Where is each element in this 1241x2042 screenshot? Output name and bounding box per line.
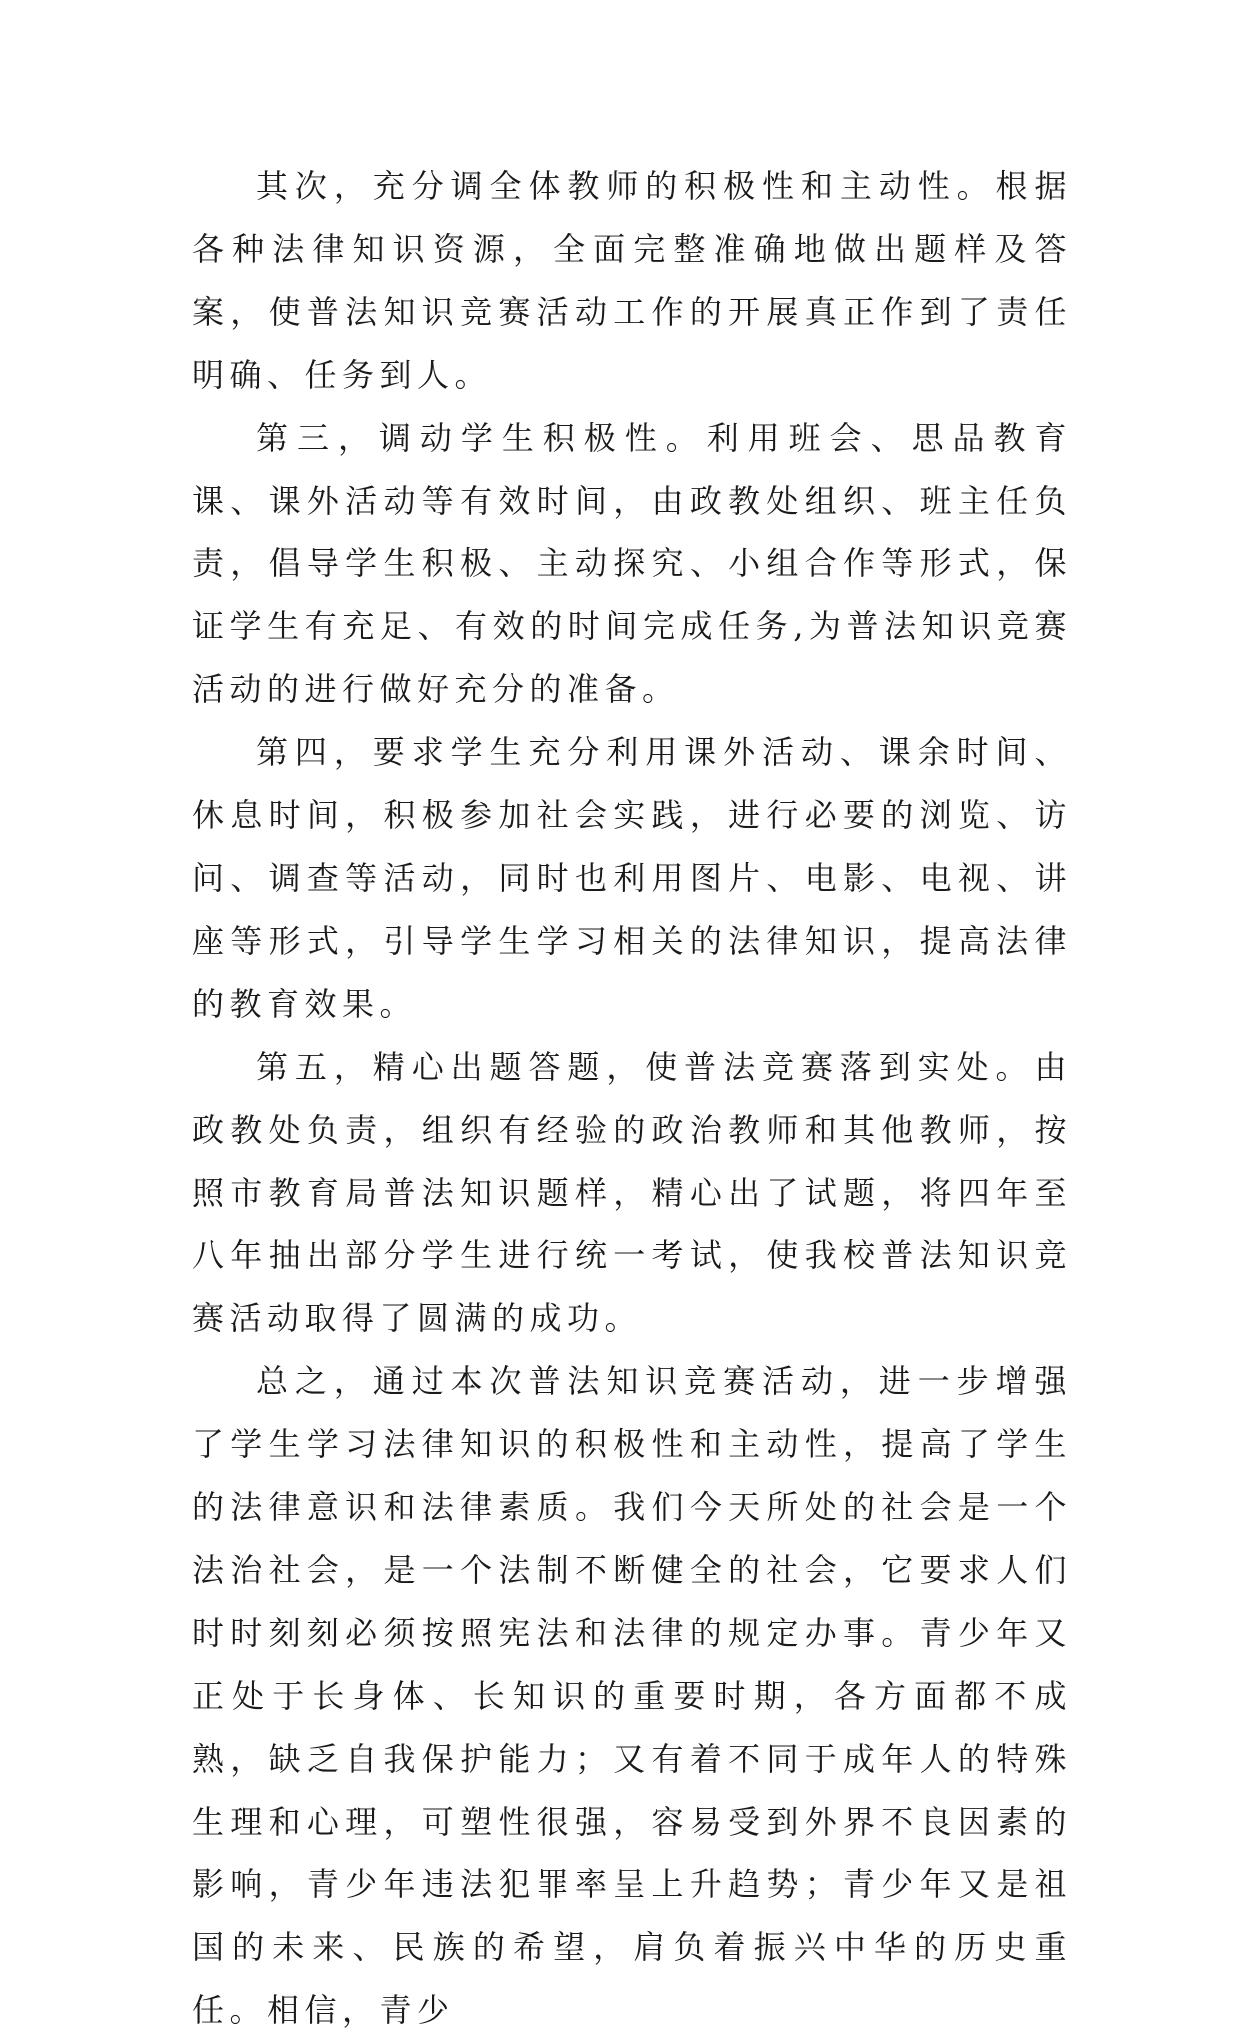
paragraph-fourth: 第四，要求学生充分利用课外活动、课余时间、休息时间，积极参加社会实践，进行必要的浏览、访问、调查等活动，同时也利用图片、电影、电视、讲座等形式，引导学生学习相关的法律知识，提高法律的教育效果。 <box>192 733 1072 1023</box>
paragraph-secondly: 其次，充分调全体教师的积极性和主动性。根据各种法律知识资源，全面完整准确地做出题样及答案，使普法知识竞赛活动工作的开展真正作到了责任明确、任务到人。 <box>192 167 1072 394</box>
paragraph-fifth: 第五，精心出题答题，使普法竞赛落到实处。由政教处负责，组织有经验的政治教师和其他教师，按照市教育局普法知识题样，精心出了试题，将四年至八年抽出部分学生进行统一考试，使我校普法知识竞赛活动取得了圆满的成功。 <box>192 1047 1072 1338</box>
paragraph-conclusion: 总之，通过本次普法知识竞赛活动，进一步增强了学生学习法律知识的积极性和主动性，提高了学生的法律意识和法律素质。我们今天所处的社会是一个法治社会，是一个法制不断健全的社会，它要求人们时时刻刻必须按照宪法和法律的规定办事。青少年又正处于长身体、长知识的重要时期，各方面都不成熟，缺乏自我保护能力；又有着不同于成年人的特殊生理和心理，可塑性很强，容易受到外界不良因素的影响，青少年违法犯罪率呈上升趋势；青少年又是祖国的未来、民族的希望，肩负着振兴中华的历史重任。相信，青少 <box>192 1362 1072 2030</box>
document-body <box>192 155 1072 2042</box>
paragraph-third: 第三，调动学生积极性。利用班会、思品教育课、课外活动等有效时间，由政教处组织、班主任负责，倡导学生积极、主动探究、小组合作等形式，保证学生有充足、有效的时间完成任务,为普法知识竞赛活动的进行做好充分的准备。 <box>192 418 1072 709</box>
